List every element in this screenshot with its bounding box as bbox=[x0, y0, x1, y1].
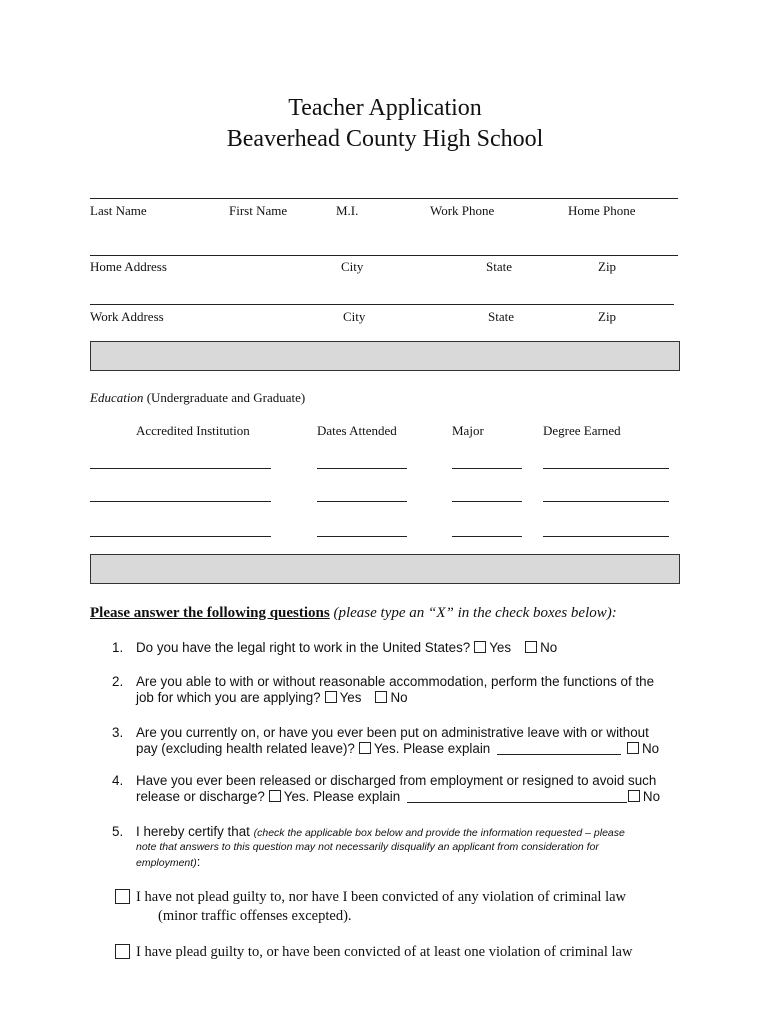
institution-field-1[interactable] bbox=[90, 468, 271, 469]
q4-yes-checkbox[interactable] bbox=[269, 790, 281, 802]
q1-yes-label: Yes bbox=[489, 640, 512, 655]
q1-no-checkbox[interactable] bbox=[525, 641, 537, 653]
work-zip-label: Zip bbox=[598, 309, 617, 324]
question-2-line1: Are you able to with or without reasonable accommodation, perform the functions of the bbox=[136, 674, 655, 689]
q1-yes-checkbox[interactable] bbox=[474, 641, 486, 653]
q2-no-label: No bbox=[390, 690, 408, 705]
q4-yes-label: Yes. Please explain bbox=[283, 789, 401, 804]
question-3-number: 3. bbox=[112, 725, 124, 740]
dates-field-3[interactable] bbox=[317, 536, 407, 537]
q2-no-checkbox[interactable] bbox=[375, 691, 387, 703]
question-5-note-line1: (check the applicable box below and provide the information requested – please bbox=[253, 827, 625, 839]
section-divider-band bbox=[90, 341, 680, 371]
major-field-3[interactable] bbox=[452, 536, 522, 537]
work-state-label: State bbox=[488, 309, 514, 324]
degree-field-3[interactable] bbox=[543, 536, 669, 537]
major-column-label: Major bbox=[452, 423, 484, 438]
q2-yes-checkbox[interactable] bbox=[325, 691, 337, 703]
question-3-line2 bbox=[136, 741, 659, 757]
certify-convicted-checkbox[interactable] bbox=[115, 944, 130, 959]
question-1 bbox=[136, 640, 557, 656]
question-1-number: 1. bbox=[112, 640, 124, 655]
middle-initial-label: M.I. bbox=[336, 203, 359, 218]
q3-yes-label: Yes. Please explain bbox=[373, 741, 491, 756]
q3-no-label: No bbox=[641, 741, 660, 756]
q2-yes-label: Yes bbox=[339, 690, 362, 705]
work-address-line[interactable] bbox=[90, 304, 674, 305]
question-5-note-line3-text: employment) bbox=[136, 857, 197, 869]
major-field-2[interactable] bbox=[452, 501, 522, 502]
education-heading-italic: Education bbox=[90, 390, 144, 405]
question-4-text: release or discharge? bbox=[136, 789, 265, 804]
major-field-1[interactable] bbox=[452, 468, 522, 469]
questions-heading-instructions: (please type an “X” in the check boxes below): bbox=[329, 605, 617, 621]
question-5-number: 5. bbox=[112, 824, 124, 839]
home-state-label: State bbox=[486, 259, 512, 274]
work-city-label: City bbox=[343, 309, 366, 324]
degree-column-label: Degree Earned bbox=[543, 423, 621, 438]
certify-not-convicted-checkbox[interactable] bbox=[115, 889, 130, 904]
certify-convicted-line1: I have plead guilty to, or have been convicted of at least one violation of criminal law bbox=[136, 944, 633, 960]
dates-field-2[interactable] bbox=[317, 501, 407, 502]
institution-column-label: Accredited Institution bbox=[136, 423, 250, 438]
question-5-note-line2: note that answers to this question may not necessarily disqualify an applicant from consideration for bbox=[136, 841, 599, 853]
q1-no-label: No bbox=[540, 640, 558, 655]
question-3-text: pay (excluding health related leave)? bbox=[136, 741, 355, 756]
q4-no-label: No bbox=[642, 789, 661, 804]
question-5-colon: : bbox=[196, 854, 201, 869]
education-heading-rest: (Undergraduate and Graduate) bbox=[143, 390, 306, 405]
certify-not-convicted-line2: (minor traffic offenses excepted). bbox=[158, 908, 352, 924]
question-2-line2 bbox=[136, 690, 408, 706]
home-zip-label: Zip bbox=[598, 259, 617, 274]
name-phone-line[interactable] bbox=[90, 198, 678, 199]
degree-field-1[interactable] bbox=[543, 468, 669, 469]
home-address-label: Home Address bbox=[90, 259, 167, 274]
institution-field-3[interactable] bbox=[90, 536, 271, 537]
q4-no-checkbox[interactable] bbox=[628, 790, 640, 802]
education-heading bbox=[90, 390, 305, 406]
questions-heading-bold: Please answer the following questions bbox=[90, 605, 330, 621]
first-name-label: First Name bbox=[229, 203, 288, 218]
question-5-note-line3 bbox=[136, 855, 200, 870]
school-name: Beaverhead County High School bbox=[226, 126, 544, 152]
certify-not-convicted-line1: I have not plead guilty to, nor have I been convicted of any violation of criminal law bbox=[136, 889, 627, 905]
dates-column-label: Dates Attended bbox=[317, 423, 397, 438]
questions-heading bbox=[90, 604, 617, 622]
degree-field-2[interactable] bbox=[543, 501, 669, 502]
question-1-text: Do you have the legal right to work in the United States? bbox=[136, 640, 471, 655]
work-phone-label: Work Phone bbox=[430, 203, 495, 218]
question-4-number: 4. bbox=[112, 773, 124, 788]
home-address-line[interactable] bbox=[90, 255, 678, 256]
question-5-line1 bbox=[136, 824, 625, 840]
form-title: Teacher Application bbox=[288, 95, 482, 121]
last-name-label: Last Name bbox=[90, 203, 147, 218]
q3-explain-field[interactable] bbox=[497, 742, 621, 755]
q4-explain-field[interactable] bbox=[407, 790, 627, 803]
question-3-line1: Are you currently on, or have you ever been put on administrative leave with or without bbox=[136, 725, 649, 740]
question-2-text: job for which you are applying? bbox=[136, 690, 321, 705]
work-address-label: Work Address bbox=[90, 309, 164, 324]
home-city-label: City bbox=[341, 259, 364, 274]
section-divider-band-2 bbox=[90, 554, 680, 584]
question-2-number: 2. bbox=[112, 674, 124, 689]
question-4-line1: Have you ever been released or discharged from employment or resigned to avoid such bbox=[136, 773, 657, 788]
question-4-line2 bbox=[136, 789, 660, 805]
q3-yes-checkbox[interactable] bbox=[359, 742, 371, 754]
dates-field-1[interactable] bbox=[317, 468, 407, 469]
home-phone-label: Home Phone bbox=[568, 203, 636, 218]
question-5-text: I hereby certify that bbox=[136, 824, 250, 839]
q3-no-checkbox[interactable] bbox=[627, 742, 639, 754]
institution-field-2[interactable] bbox=[90, 501, 271, 502]
